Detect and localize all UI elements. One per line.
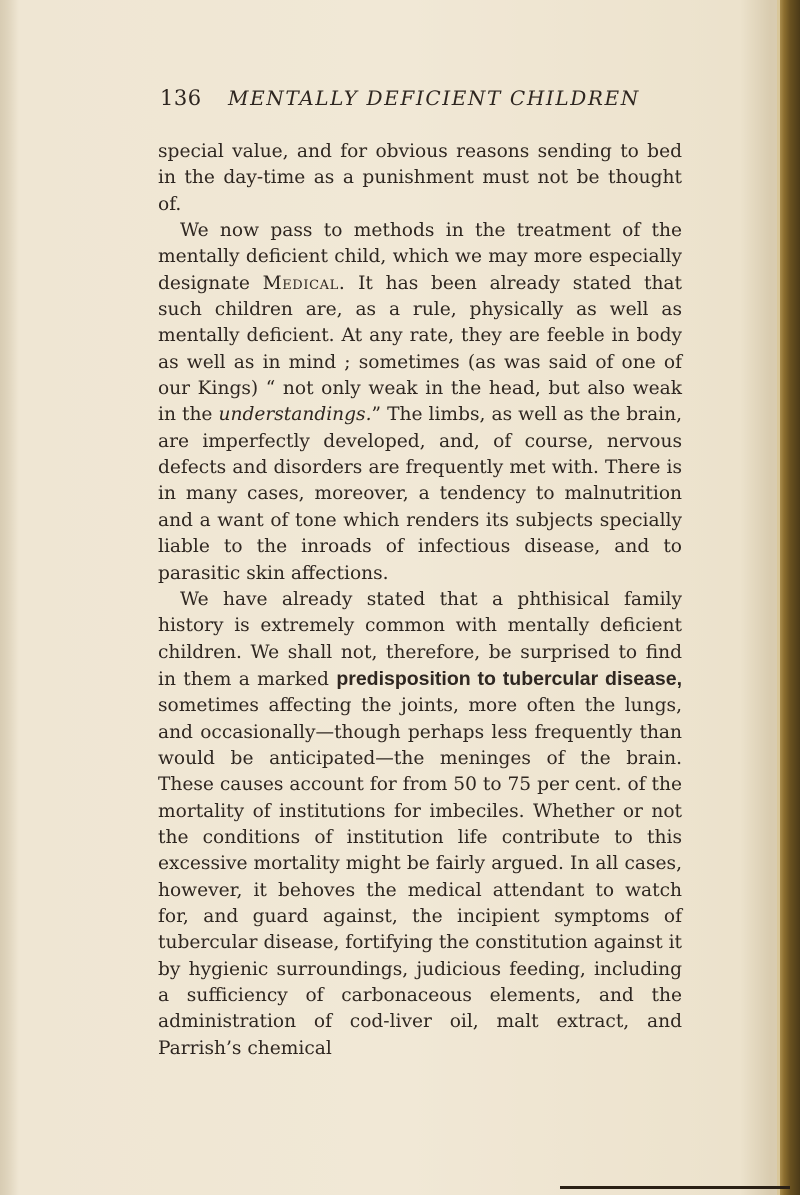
term-medical: Medical. [262, 272, 346, 294]
italic-understandings: understandings. [218, 404, 372, 426]
paragraph-2-text-e: ” The limbs, as well as the brain, are imperfectly developed, and, of course, nervous defects and disorders are frequently met with. There is in many cases, moreover, a tendency to malnutrition and a want of tone which renders its subjects specially liable to the inroads of infectious disease, and to parasitic skin affections. [158, 404, 682, 584]
page-edge [778, 0, 800, 1195]
bold-predisposition: predisposition to tubercular disease, [336, 667, 683, 690]
paragraph-2-text-a: We now pass to methods in the treatment of the mentally deficient child, which we may more especially designate [158, 220, 682, 294]
running-title: MENTALLY DEFICIENT CHILDREN [228, 86, 640, 110]
paragraph-2-text-c: It has been already stated that such children are, as a rule, physically as well as mentally deficient. At any rate, they are feeble in body as well as in mind ; sometimes (as was said of one of our Kings) “ not only weak in the head, but also weak in the [158, 272, 682, 426]
gutter-shadow [0, 0, 18, 1195]
body-text [158, 139, 682, 1062]
page-edge-highlight [777, 0, 780, 1195]
page-number: 136 [160, 86, 202, 110]
paragraph-3-text-c: sometimes affecting the joints, more often the lungs, and occasionally—though perhaps less frequently than would be anticipated—the meninges of the brain. These causes account for from 50 to 75 per cent. of the mortality of institutions for imbeciles. Whether or not the conditions of institution life contribute to this excessive mortality might be fairly argued. In all cases, however, it behoves the medical attendant to watch for, and guard against, the incipient symptoms of tubercular disease, fortifying the constitution against it by hygienic surroundings, judicious feeding, including a sufficiency of carbonaceous elements, and the administration of cod-liver oil, malt extract, and Parrish’s chemical [158, 695, 683, 1059]
paragraph-2 [158, 218, 682, 587]
paragraph-3 [158, 587, 682, 1062]
paragraph-1: special value, and for obvious reasons sending to bed in the day-time as a punishment must not be thought of. [158, 141, 682, 215]
bottom-rule [560, 1186, 790, 1189]
running-header [160, 86, 680, 116]
paragraph-3-text-a: We have already stated that a phthisical family history is extremely common with mentally deficient children. We shall not, therefore, be surprised to find in them a marked [158, 588, 682, 690]
